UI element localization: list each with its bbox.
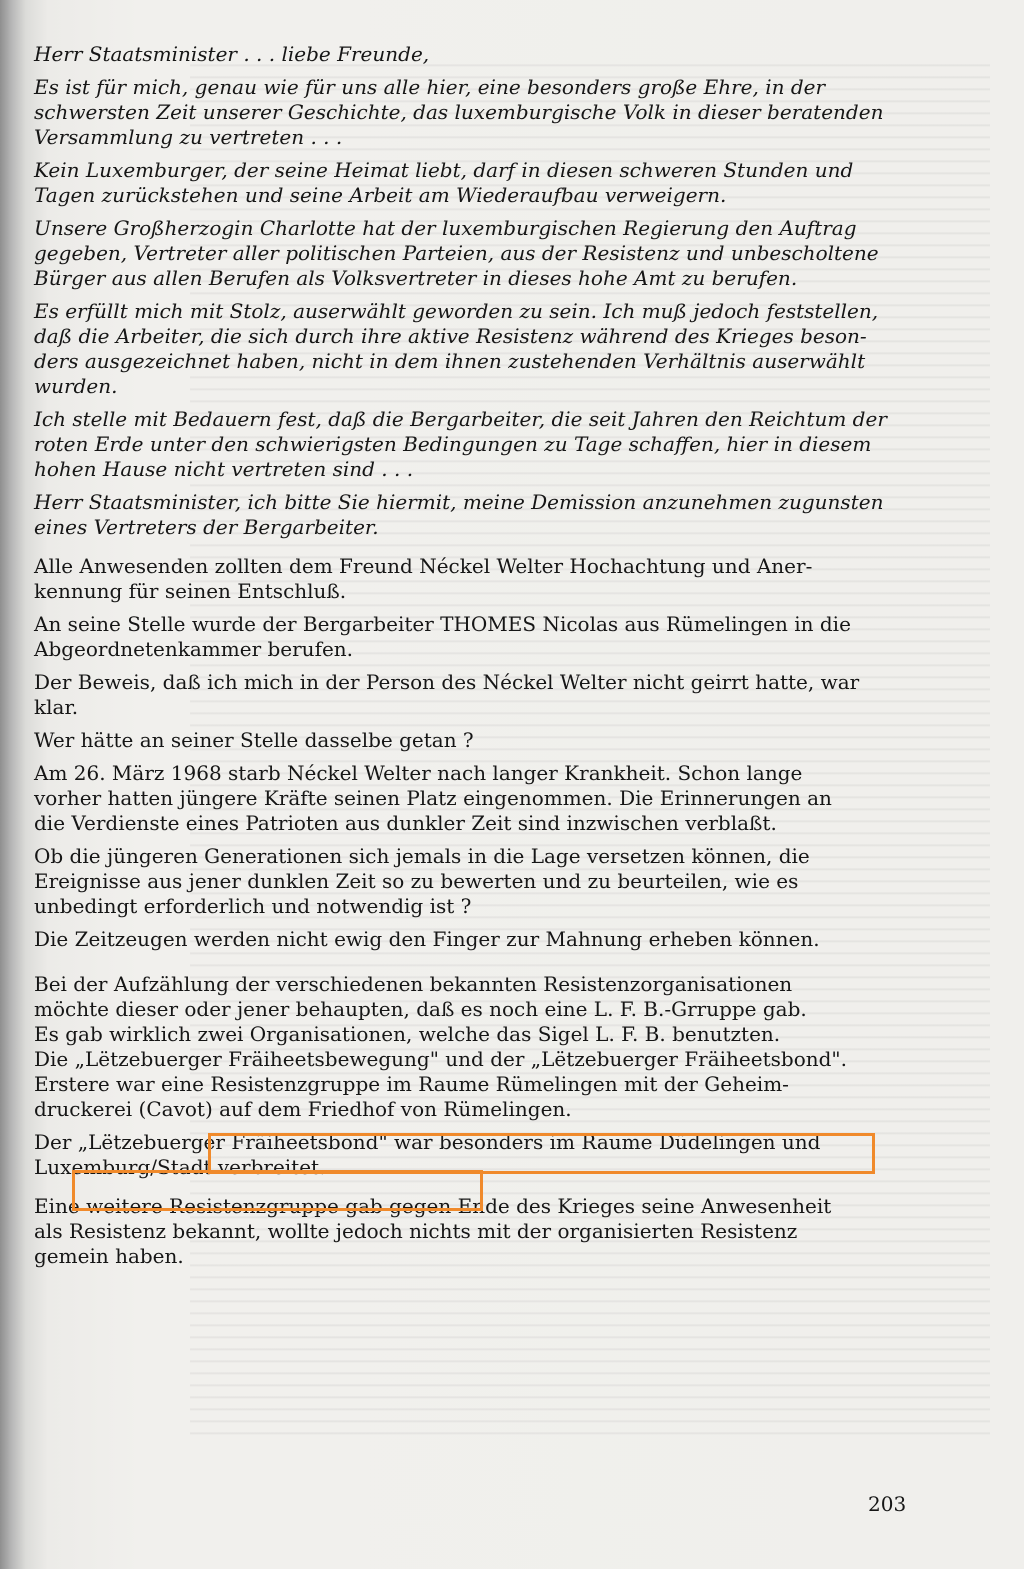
text-line: Die „Lëtzebuerger Fräiheetsbewegung" und der „Lëtzebuerger Fräiheetsbond". [34,1047,847,1071]
paragraph [34,670,926,720]
text-line: hohen Hause nicht vertreten sind . . . [34,457,414,481]
paragraph [34,554,926,604]
text-line: Bei der Aufzählung der verschiedenen bekannten Resistenzorganisationen [34,972,793,996]
text-line: druckerei (Cavot) auf dem Friedhof von Rümelingen. [34,1097,572,1121]
paragraph [34,158,926,208]
text-line: Es erfüllt mich mit Stolz, auserwählt geworden zu sein. Ich muß jedoch feststellen, [34,299,879,323]
text-line: kennung für seinen Entschluß. [34,579,347,603]
page-number: 203 [868,1492,907,1516]
text-line: daß die Arbeiter, die sich durch ihre aktive Resistenz während des Krieges beson- [34,324,867,348]
paragraph [34,927,926,952]
text-line: Wer hätte an seiner Stelle dasselbe getan ? [34,728,474,752]
paragraph [34,728,926,753]
text-line: Abgeordnetenkammer berufen. [34,637,354,661]
paragraph [34,299,926,399]
paragraph [34,490,926,540]
text-line: Unsere Großherzogin Charlotte hat der luxemburgischen Regierung den Auftrag [34,216,857,240]
text-line: eines Vertreters der Bergarbeiter. [34,515,379,539]
paragraph [34,761,926,836]
text-line: Erstere war eine Resistenzgruppe im Raume Rümelingen mit der Geheim- [34,1072,789,1096]
text-line: Versammlung zu vertreten . . . [34,125,343,149]
paragraph [34,75,926,150]
document-body [34,42,926,1277]
text-line: Ob die jüngeren Generationen sich jemals in die Lage versetzen können, die [34,844,810,868]
text-line: Tagen zurückstehen und seine Arbeit am Wiederaufbau verweigern. [34,183,727,207]
paragraph [34,972,926,1122]
text-line: als Resistenz bekannt, wollte jedoch nichts mit der organisierten Resistenz [34,1219,798,1243]
text-line: Ereignisse aus jener dunklen Zeit so zu bewerten und zu beurteilen, wie es [34,869,799,893]
text-line: Die Zeitzeugen werden nicht ewig den Finger zur Mahnung erheben können. [34,927,820,951]
paragraph [34,1130,926,1180]
paragraph [34,42,926,67]
text-line: ders ausgezeichnet haben, nicht in dem ihnen zustehenden Verhältnis auserwählt [34,349,866,373]
paragraph [34,407,926,482]
text-line: klar. [34,695,79,719]
text-line: An seine Stelle wurde der Bergarbeiter THOMES Nicolas aus Rümelingen in die [34,612,851,636]
text-line: schwersten Zeit unserer Geschichte, das luxemburgische Volk in dieser beratenden [34,100,884,124]
text-line: Luxemburg/Stadt verbreitet. [34,1155,326,1179]
text-line: vorher hatten jüngere Kräfte seinen Platz eingenommen. Die Erinnerungen an [34,786,832,810]
text-line: Es gab wirklich zwei Organisationen, welche das Sigel L. F. B. benutzten. [34,1022,781,1046]
text-line: Kein Luxemburger, der seine Heimat liebt, darf in diesen schweren Stunden und [34,158,854,182]
paragraph [34,216,926,291]
text-line: Eine weitere Resistenzgruppe gab gegen Ende des Krieges seine Anwesenheit [34,1194,832,1218]
text-line: die Verdienste eines Patrioten aus dunkler Zeit sind inzwischen verblaßt. [34,811,777,835]
paragraph [34,612,926,662]
text-line: Bürger aus allen Berufen als Volksvertreter in dieses hohe Amt zu berufen. [34,266,798,290]
text-line: wurden. [34,374,118,398]
text-line: Herr Staatsminister . . . liebe Freunde, [34,42,430,66]
text-line: gemein haben. [34,1244,184,1268]
text-line: möchte dieser oder jener behaupten, daß es noch eine L. F. B.-Grruppe gab. [34,997,807,1021]
text-line: Ich stelle mit Bedauern fest, daß die Bergarbeiter, die seit Jahren den Reichtum der [34,407,887,431]
text-line: Herr Staatsminister, ich bitte Sie hiermit, meine Demission anzunehmen zugunsten [34,490,884,514]
text-line: gegeben, Vertreter aller politischen Parteien, aus der Resistenz und unbescholtene [34,241,879,265]
text-line: roten Erde unter den schwierigsten Bedingungen zu Tage schaffen, hier in diesem [34,432,872,456]
text-line: Es ist für mich, genau wie für uns alle hier, eine besonders große Ehre, in der [34,75,826,99]
text-line: Der „Lëtzebuerger Fräiheetsbond" war besonders im Raume Düdelingen und [34,1130,821,1154]
text-line: Der Beweis, daß ich mich in der Person des Néckel Welter nicht geirrt hatte, war [34,670,860,694]
text-line: Alle Anwesenden zollten dem Freund Néckel Welter Hochachtung und Aner- [34,554,813,578]
text-line: Am 26. März 1968 starb Néckel Welter nach langer Krankheit. Schon lange [34,761,803,785]
paragraph [34,844,926,919]
text-line: unbedingt erforderlich und notwendig ist ? [34,894,472,918]
paragraph [34,1194,926,1269]
